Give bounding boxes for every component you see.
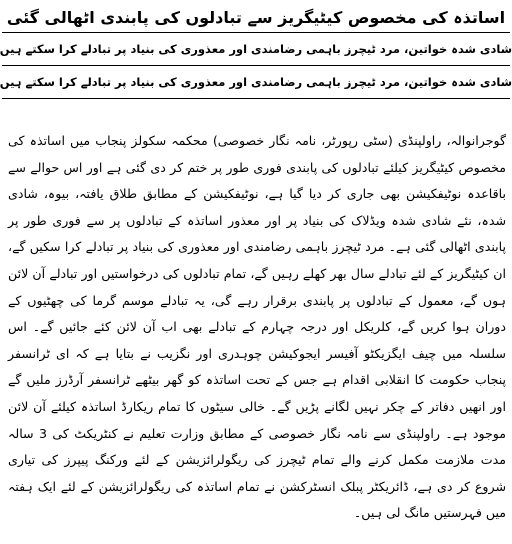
divider	[2, 98, 510, 99]
article-headline: اساتذہ کی مخصوص کیٹیگریز سے تبادلوں کی پابندی اٹھالی گئی	[6, 8, 506, 27]
article-body	[8, 128, 506, 527]
article-body-paragraph: گوجرانوالہ، راولپنڈی (سٹی رپورٹر، نامہ نگار خصوصی) محکمہ سکولز پنجاب میں اساتذہ کی مخصوص کیٹیگریز کیلئے تبادلوں کی پابندی فوری طور پر ختم کر دی گئی ہے اور اس حوالے سے باقاعدہ نوٹیفکیشن بھی جاری کر دیا گیا ہے، نوٹیفکیشن کے مطابق طلاق یافتہ، بیوہ، شادی شدہ، نئے شادی شدہ ویڈلاک کی بنیاد پر اور معذور اساتذہ کے تبادلوں پر سے فوری طور پر پابندی اٹھالی گئی ہے۔ مرد ٹیچرز باہمی رضامندی اور معذوری کی بنیاد پر تبادلے کرا سکیں گے، ان کیٹیگریز کے لئے تبادلے سال بھر کھلے رہیں گے، تمام تبادلوں کی درخواستیں اور تبادلے آن لائن ہوں گے، معمول کے تبادلوں پر پابندی برقرار رہے گی، یہ تبادلے موسم گرما کی چھٹیوں کے دوران ہوا کریں گے، کلریکل اور درجہ چہارم کے تبادلے بھی اب آن لائن کئے جائیں گے۔ اس سلسلہ میں چیف ایگزیکٹو آفیسر ایجوکیشن چوہدری اور نگزیب نے بتایا ہے کہ ای ٹرانسفر پنجاب حکومت کا انقلابی اقدام ہے جس کے تحت اساتذہ کو گھر بیٹھے ٹرانسفر آرڈرز ملیں گے اور انھیں دفاتر کے چکر نہیں لگانے پڑیں گے۔ خالی سیٹوں کا تمام ریکارڈ اساتذہ کیلئے آن لائن موجود ہے۔ راولپنڈی سے نامہ نگار خصوصی کے مطابق وزارت تعلیم نے کنٹریکٹ کی 3 سالہ مدت ملازمت مکمل کرنے والے تمام ٹیچرز کی ریگولرائزیشن کے لئے ورکنگ پیپرز کی تیاری شروع کر دی ہے، ڈائریکٹر پبلک انسٹرکشن نے تمام اساتذہ کی ریگولرائزیشن کے لئے ایک ہفتہ میں فہرستیں مانگ لی ہیں۔	[8, 133, 507, 521]
article-subheading: شادی شدہ خواتین، مرد ٹیچرز باہمی رضامندی اور معذوری کی بنیاد پر تبادلے کرا سکتے ہیں	[0, 75, 512, 89]
article-subheading: شادی شدہ خواتین، مرد ٹیچرز باہمی رضامندی اور معذوری کی بنیاد پر تبادلے کرا سکتے ہیں	[0, 42, 512, 56]
